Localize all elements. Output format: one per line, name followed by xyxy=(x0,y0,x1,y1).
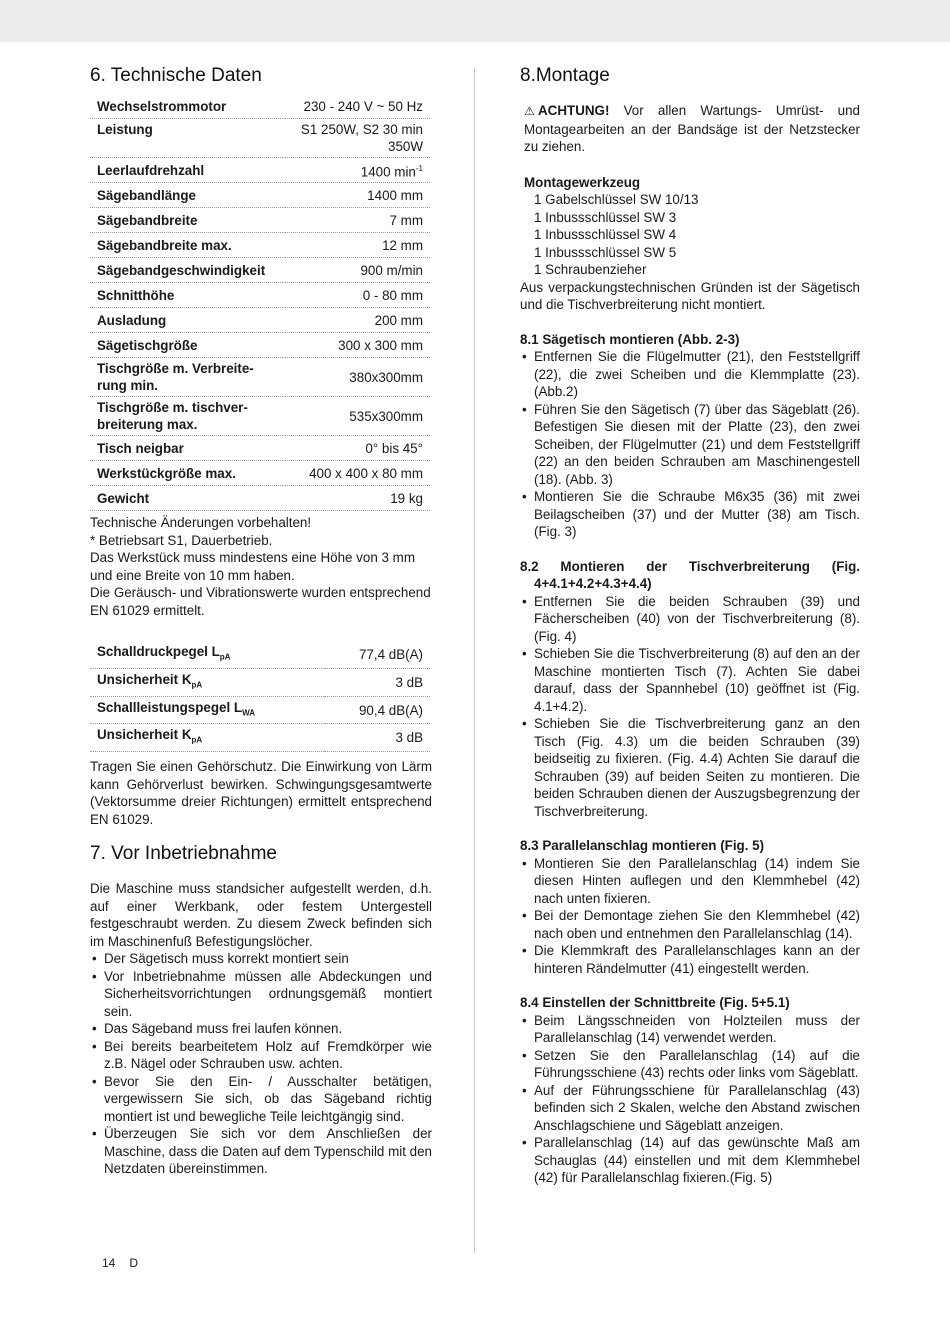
list-item: • Schieben Sie die Tischverbreiterung ganz an den Tisch (Fig. 4.3) um die beiden Schrauben (39) beidseitig zu fixieren. (Fig. 4.4) Achten Sie darauf die Schrauben (39) auf beiden Seiten zu montieren. Die beiden Schrauben dienen der Auszugsbegrenzung der Tischverbreiterung. xyxy=(520,715,860,820)
table-row xyxy=(90,669,430,697)
section-6-title: 6. Technische Daten xyxy=(90,65,262,86)
table-row xyxy=(90,461,430,486)
section-7-list xyxy=(90,950,432,1178)
section-8-title: 8.Montage xyxy=(520,65,610,86)
list-item: 1 Gabelschlüssel SW 10/13 xyxy=(534,192,699,207)
list-item: • Montieren Sie die Schraube M6x35 (36) mit zwei Beilagscheiben (37) und der Mutter (38) am Tisch. (Fig. 3) xyxy=(520,488,860,541)
noise-table xyxy=(90,641,430,752)
spec-label: Ausladung xyxy=(90,308,285,333)
list-item: 1 Schraubenzieher xyxy=(534,262,647,277)
list-item: • Der Sägetisch muss korrekt montiert sein xyxy=(90,950,432,968)
table-row xyxy=(90,436,430,461)
spec-label: Sägebandbreite xyxy=(90,208,285,233)
left-column xyxy=(90,62,432,1178)
page-footer xyxy=(102,1256,152,1270)
page-number: 14 xyxy=(102,1256,116,1270)
spec-value-text: 1400 min xyxy=(360,164,416,180)
spec-label: Leerlaufdrehzahl xyxy=(90,158,285,183)
list-item: • Entfernen Sie die Flügelmutter (21), den Feststellgriff (22), die zwei Scheiben und die Klemmplatte (23). (Abb.2) xyxy=(520,348,860,401)
noise-note: Tragen Sie einen Gehörschutz. Die Einwirkung von Lärm kann Gehörverlust bewirken. Schwingungsgesamtwerte (Vektorsumme dreier Richtungen) ermittelt entsprechend EN 61029. xyxy=(90,759,432,827)
noise-label-sub: WA xyxy=(242,708,255,718)
spec-label xyxy=(90,397,285,436)
right-column xyxy=(520,62,860,1187)
subsection-8-2-title: 8.2 Montieren der Tischverbreiterung (Fig. 4+4.1+4.2+4.3+4.4) xyxy=(520,558,860,591)
spec-table xyxy=(90,94,430,511)
spec-value: 535x300mm xyxy=(285,397,430,436)
spec-value: 12 mm xyxy=(285,233,430,258)
table-row xyxy=(90,258,430,283)
tools-list xyxy=(520,191,860,279)
list-item: 1 Inbussschlüssel SW 5 xyxy=(534,244,677,260)
table-row xyxy=(90,94,430,119)
subsection-8-2-list xyxy=(520,593,860,821)
noise-label xyxy=(90,724,324,752)
warning-label: ACHTUNG! xyxy=(538,103,610,118)
spec-label-line: Tischgröße m. tischver- xyxy=(97,400,248,416)
noise-label-sub: pA xyxy=(219,653,231,663)
list-item: • Parallelanschlag (14) auf das gewünschte Maß am Schauglas (44) einstellen und mit dem Klemmhebel (42) für Parallelanschlag fixieren.(Fig. 5) xyxy=(520,1134,860,1187)
table-row xyxy=(90,724,430,752)
list-item: • Vor Inbetriebnahme müssen alle Abdeckungen und Sicherheitsvorrichtungen ordnungsgemäß montiert sein. xyxy=(90,968,432,1021)
table-row xyxy=(90,119,430,158)
noise-label xyxy=(90,669,324,697)
list-item: • Bei bereits bearbeitetem Holz auf Fremdkörper wie z.B. Nägel oder Schrauben usw. achten. xyxy=(90,1038,432,1073)
spec-value xyxy=(285,158,430,183)
list-item: 1 Inbussschlüssel SW 4 xyxy=(534,227,677,242)
spec-value: 19 kg xyxy=(285,486,430,511)
spec-value: 230 - 240 V ~ 50 Hz xyxy=(285,94,430,119)
subsection-8-4-title: 8.4 Einstellen der Schnittbreite (Fig. 5+5.1) xyxy=(520,995,790,1010)
tools-title: Montagewerkzeug xyxy=(524,174,641,190)
spec-value-line: 350W xyxy=(388,139,423,154)
note-line: Das Werkstück muss mindestens eine Höhe von 3 mm und eine Breite von 10 mm haben. xyxy=(90,550,415,583)
spec-label-line: breiterung max. xyxy=(97,417,198,433)
table-row xyxy=(90,158,430,183)
list-item: 1 Inbussschlüssel SW 3 xyxy=(534,209,677,225)
spec-label: Wechselstrommotor xyxy=(90,94,285,119)
list-item: • Bei der Demontage ziehen Sie den Klemmhebel (42) nach oben und entnehmen den Parallelanschlag (14). xyxy=(520,907,860,942)
note-line: * Betriebsart S1, Dauerbetrieb. xyxy=(90,532,273,548)
table-row xyxy=(90,397,430,436)
noise-value: 77,4 dB(A) xyxy=(324,641,430,668)
spec-value: 200 mm xyxy=(285,308,430,333)
note-line: Technische Änderungen vorbehalten! xyxy=(90,515,312,531)
subsection-8-1-list xyxy=(520,348,860,541)
noise-label-sub: pA xyxy=(191,680,203,690)
spec-value: 300 x 300 mm xyxy=(285,333,430,358)
table-row xyxy=(90,486,430,511)
noise-label-text: Schalldruckpegel L xyxy=(97,644,220,660)
spec-label-line: Tischgröße m. Verbreite- xyxy=(97,361,254,377)
list-item: • Die Klemmkraft des Parallelanschlages kann an der hinteren Rändelmutter (41) eingestellt werden. xyxy=(520,942,860,977)
spec-label: Gewicht xyxy=(90,486,285,511)
spec-label-line: rung min. xyxy=(97,378,158,394)
spec-label: Werkstückgröße max. xyxy=(90,461,285,486)
language-code: D xyxy=(129,1256,139,1270)
list-item: • Beim Längsschneiden von Holzteilen muss der Parallelanschlag (14) verwendet werden. xyxy=(520,1012,860,1047)
section-7-intro: Die Maschine muss standsicher aufgestellt werden, d.h. auf einer Werkbank, oder festem Untergestell festgeschraubt werden. Zu diesem Zweck befinden sich im Maschinenfuß Befestigungslöcher. xyxy=(90,881,432,949)
column-divider xyxy=(474,68,475,1253)
spec-label: Schnitthöhe xyxy=(90,283,285,308)
table-row xyxy=(90,183,430,208)
table-row xyxy=(90,283,430,308)
noise-label-text: Unsicherheit K xyxy=(97,727,192,743)
note-line: Die Geräusch- und Vibrationswerte wurden entsprechend EN 61029 ermittelt. xyxy=(90,585,431,618)
table-row xyxy=(90,208,430,233)
spec-label xyxy=(90,358,285,397)
noise-value: 90,4 dB(A) xyxy=(324,696,430,724)
spec-value: 380x300mm xyxy=(285,358,430,397)
noise-label-text: Unsicherheit K xyxy=(97,672,192,688)
warning-text: Vor allen Wartungs- Umrüst- und Montagearbeiten an der Bandsäge ist der Netzstecker zu ziehen. xyxy=(524,103,860,154)
noise-label-text: Schallleistungspegel L xyxy=(97,699,243,715)
spec-value: 1400 mm xyxy=(285,183,430,208)
tools-note: Aus verpackungstechnischen Gründen ist der Sägetisch und die Tischverbreiterung nicht montiert. xyxy=(520,279,860,312)
subsection-8-3-title: 8.3 Parallelanschlag montieren (Fig. 5) xyxy=(520,838,765,853)
table-row xyxy=(90,333,430,358)
list-item: • Bevor Sie den Ein- / Ausschalter betätigen, vergewissern Sie sich, ob das Sägeband richtig montiert ist und bewegliche Teile leichtgängig sind. xyxy=(90,1073,432,1126)
spec-value-sup: -1 xyxy=(415,164,423,173)
list-item: • Setzen Sie den Parallelanschlag (14) auf die Führungsschiene (43) rechts oder links vom Sägeblatt. xyxy=(520,1047,860,1082)
spec-label: Sägebandbreite max. xyxy=(90,233,285,258)
spec-value: 0 - 80 mm xyxy=(285,283,430,308)
list-item: • Entfernen Sie die beiden Schrauben (39) und Fächerscheiben (40) von der Tischverbreiterung (8). (Fig. 4) xyxy=(520,593,860,646)
spec-notes xyxy=(90,514,432,619)
noise-value: 3 dB xyxy=(324,669,430,697)
table-row xyxy=(90,358,430,397)
spec-label: Sägetischgröße xyxy=(90,333,285,358)
table-row xyxy=(90,696,430,724)
spec-value xyxy=(285,119,430,158)
warning-paragraph xyxy=(520,102,860,156)
noise-label xyxy=(90,641,324,668)
spec-value: 900 m/min xyxy=(285,258,430,283)
table-row xyxy=(90,308,430,333)
spec-label: Sägebandgeschwindigkeit xyxy=(90,258,285,283)
list-item: • Montieren Sie den Parallelanschlag (14) indem Sie diesen Hinten auflegen und den Klemmhebel (42) nach unten fixieren. xyxy=(520,855,860,908)
spec-value: 0° bis 45° xyxy=(285,436,430,461)
noise-value: 3 dB xyxy=(324,724,430,752)
subsection-8-3-list xyxy=(520,855,860,978)
list-item: • Auf der Führungsschiene für Parallelanschlag (43) befinden sich 2 Skalen, welche den Abstand zwischen Anschlagschiene und Sägeblatt anzeigen. xyxy=(520,1082,860,1135)
spec-value: 7 mm xyxy=(285,208,430,233)
spec-value-line: S1 250W, S2 30 min xyxy=(300,122,423,137)
top-bar xyxy=(0,0,950,42)
table-row xyxy=(90,641,430,668)
spec-label: Tisch neigbar xyxy=(90,436,285,461)
list-item: • Überzeugen Sie sich vor dem Anschließen der Maschine, dass die Daten auf dem Typenschild mit den Netzdaten übereinstimmen. xyxy=(90,1125,432,1178)
noise-label-sub: pA xyxy=(191,736,203,746)
warning-icon: ⚠ xyxy=(524,104,535,118)
noise-label xyxy=(90,696,324,724)
list-item: • Führen Sie den Sägetisch (7) über das Sägeblatt (26). Befestigen Sie diesen mit der Platte (23), den zwei Scheiben, der Flügelmutter (21) und dem Feststellgriff (22) an den beiden Schrauben am Maschinengestell (18). (Abb. 3) xyxy=(520,401,860,489)
section-7-title: 7. Vor Inbetriebnahme xyxy=(90,843,277,865)
spec-label: Leistung xyxy=(90,119,285,158)
table-row xyxy=(90,233,430,258)
subsection-8-4-list xyxy=(520,1012,860,1187)
spec-value: 400 x 400 x 80 mm xyxy=(285,461,430,486)
subsection-8-1-title: 8.1 Sägetisch montieren (Abb. 2-3) xyxy=(520,331,740,347)
list-item: • Das Sägeband muss frei laufen können. xyxy=(90,1020,432,1038)
spec-label: Sägebandlänge xyxy=(90,183,285,208)
list-item: • Schieben Sie die Tischverbreiterung (8) auf den an der Maschine montierten Tisch (7). Achten Sie dabei darauf, dass der Spannhebel (10) geöffnet ist (Fig. 4.1+4.2). xyxy=(520,645,860,715)
